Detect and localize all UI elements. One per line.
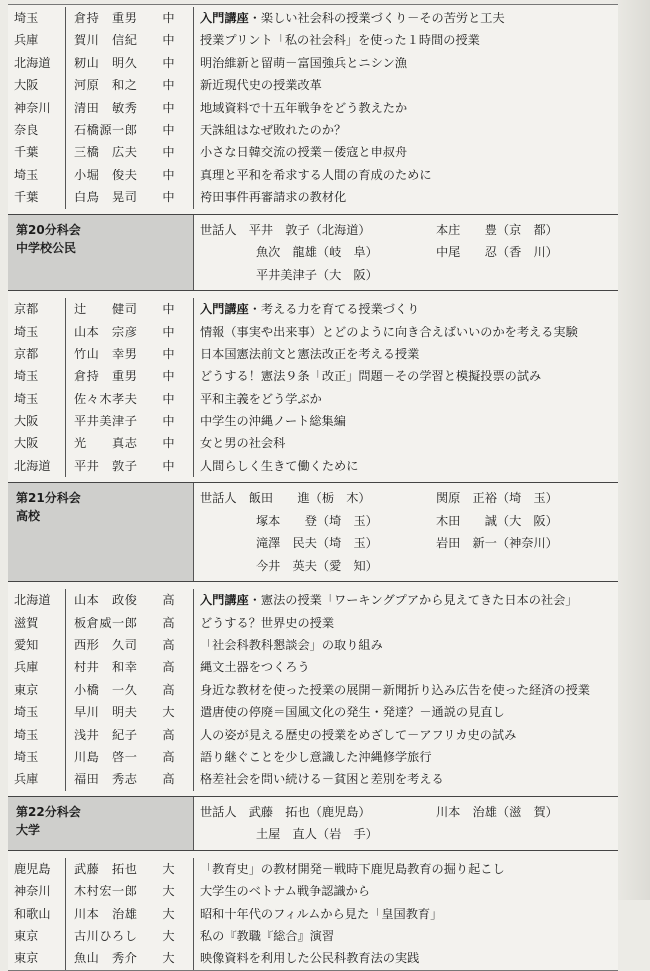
presentation-row (8, 320, 618, 342)
school-level-cell: 大 (144, 925, 194, 947)
presenter-cell: 小堀 俊夫 (74, 168, 138, 182)
presentation-row (8, 97, 618, 119)
organizer-name: 魚次 龍雄（岐 阜） (256, 245, 378, 260)
section-level: 中学校公民 (16, 240, 77, 255)
organizer-name: 世話人 武藤 拓也（鹿児島） (200, 804, 371, 819)
organizer-line (200, 823, 618, 846)
organizer-name: 岩田 新一（神奈川） (436, 536, 558, 551)
presenter-cell: 小橋 一久 (74, 683, 138, 696)
presentation-title-cell: 地域資料で十五年戦争をどう教えたか (200, 101, 408, 114)
presenter-cell: 光 真志 (74, 437, 138, 450)
school-level-cell: 大 (144, 858, 194, 880)
school-level-cell: 中 (144, 388, 194, 410)
presentation-row (8, 746, 618, 768)
presentation-row (8, 947, 618, 969)
presentation-title-cell: 小さな日韓交流の授業－倭寇と申叔舟 (200, 146, 408, 159)
presenter-cell: 石橋源一郎 (74, 124, 138, 137)
section-organizers (194, 797, 618, 850)
prefecture-cell: 埼玉 (8, 746, 66, 768)
prefecture-cell: 神奈川 (8, 880, 66, 902)
prefecture-cell: 兵庫 (8, 29, 66, 51)
presenter-cell: 川島 啓一 (74, 750, 138, 764)
presentation-row (8, 634, 618, 656)
presenter-cell: 武藤 拓也 (74, 862, 138, 875)
prefecture-cell: 北海道 (8, 52, 66, 74)
presentation-row (8, 74, 618, 96)
prefecture-cell: 千葉 (8, 186, 66, 208)
presenter-cell: 清田 敏秀 (74, 101, 138, 114)
presenter-cell: 木村宏一郎 (74, 885, 138, 898)
organizer-name: 今井 英夫（愛 知） (256, 558, 378, 573)
intro-course-label: 入門講座 (200, 303, 249, 316)
presentation-title-cell: 格差社会を問い続ける－貧困と差別を考える (200, 773, 444, 786)
section-number: 第21分科会 (16, 491, 81, 506)
organizer-line (200, 487, 618, 510)
presentation-row (8, 612, 618, 634)
organizer-name: 土屋 直人（岩 手） (256, 827, 378, 842)
prefecture-cell: 埼玉 (8, 365, 66, 387)
organizer-name (436, 823, 624, 846)
organizer-name: 本庄 豊（京 都） (436, 222, 558, 237)
presentation-title-cell: どうする！憲法９条「改正」問題－その学習と模擬投票の試み (200, 370, 542, 383)
presentation-row (8, 455, 618, 477)
presenter-cell: 魚山 秀介 (74, 952, 138, 965)
organizer-name: 川本 治雄（滋 賀） (436, 804, 558, 819)
school-level-cell: 中 (144, 298, 194, 320)
presentation-title-cell: 日本国憲法前文と憲法改正を考える授業 (200, 347, 420, 361)
school-level-cell: 中 (144, 164, 194, 186)
school-level-cell: 中 (144, 432, 194, 454)
prefecture-cell: 埼玉 (8, 701, 66, 723)
presenter-cell: 山本 宗彦 (74, 325, 138, 338)
school-level-cell: 中 (144, 320, 194, 342)
school-level-cell: 中 (144, 52, 194, 74)
organizer-line (200, 555, 618, 578)
presentation-row (8, 925, 618, 947)
presentation-row (8, 856, 618, 880)
presentation-row (8, 141, 618, 163)
presentation-title-cell: 授業プリント「私の社会科」を使った１時間の授業 (200, 34, 480, 47)
prefecture-cell: 兵庫 (8, 656, 66, 678)
session-table (8, 4, 618, 971)
school-level-cell: 高 (144, 612, 194, 634)
presentation-title-cell: どうする？世界史の授業 (200, 616, 335, 629)
organizer-name: 世話人 飯田 進（栃 木） (200, 491, 371, 506)
presentation-row (8, 5, 618, 29)
prefecture-cell: 埼玉 (8, 320, 66, 342)
presentation-row (8, 186, 618, 208)
organizer-line (200, 264, 618, 287)
presentation-row (8, 365, 618, 387)
prefecture-cell: 東京 (8, 947, 66, 969)
prefecture-cell: 滋賀 (8, 612, 66, 634)
school-level-cell: 中 (144, 29, 194, 51)
presentation-title-cell: 「教育史」の教材開発－戦時下鹿児島教育の掘り起こし (200, 862, 505, 875)
organizer-line (200, 801, 618, 824)
school-level-cell: 中 (144, 410, 194, 432)
school-level-cell: 中 (144, 343, 194, 365)
presenter-cell: 倉持 重男 (74, 370, 138, 383)
presenter-cell: 白鳥 晃司 (74, 191, 138, 204)
presenter-cell: 村井 和幸 (74, 661, 138, 674)
presenter-cell: 辻 健司 (74, 303, 138, 316)
organizer-line (200, 241, 618, 264)
organizer-line (200, 219, 618, 242)
presentation-row (8, 432, 618, 454)
organizer-name: 塚本 登（埼 玉） (256, 513, 378, 528)
prefecture-cell: 埼玉 (8, 723, 66, 745)
prefecture-cell: 鹿児島 (8, 858, 66, 880)
presentation-title-cell: 入門講座・考える力を育てる授業づくり (200, 303, 420, 316)
presentation-title-cell: 天誅組はなぜ敗れたのか？ (200, 124, 347, 137)
prefecture-cell: 千葉 (8, 141, 66, 163)
presentation-row (8, 902, 618, 924)
presenter-cell: 籾山 明久 (74, 56, 138, 70)
section-header (8, 214, 618, 292)
organizer-line (200, 510, 618, 533)
organizer-name: 平井美津子（大 阪） (256, 267, 378, 282)
intro-course-label: 入門講座 (200, 12, 249, 25)
presentation-row (8, 119, 618, 141)
presenter-cell: 平井 敦子 (74, 459, 138, 473)
prefecture-cell: 埼玉 (8, 388, 66, 410)
presentation-title-cell: 「社会科教科懇談会」の取り組み (200, 639, 383, 652)
school-level-cell: 中 (144, 365, 194, 387)
presenter-cell: 浅井 紀子 (74, 728, 138, 741)
school-level-cell: 中 (144, 455, 194, 477)
presenter-cell: 板倉威一郎 (74, 616, 138, 629)
presentation-title-cell: 昭和十年代のフィルムから見た「皇国教育」 (200, 907, 443, 920)
prefecture-cell: 京都 (8, 298, 66, 320)
presenter-cell: 倉持 重男 (74, 12, 138, 25)
section-header (8, 482, 618, 582)
organizer-name: 中尾 忍（香 川） (436, 245, 558, 260)
school-level-cell: 大 (144, 701, 194, 723)
presenter-cell: 川本 治雄 (74, 907, 138, 920)
presentation-row (8, 410, 618, 432)
school-level-cell: 高 (144, 634, 194, 656)
school-level-cell: 中 (144, 119, 194, 141)
prefecture-cell: 神奈川 (8, 97, 66, 119)
presentation-title-cell: 入門講座・楽しい社会科の授業づくり－その苦労と工夫 (200, 12, 505, 25)
prefecture-cell: 和歌山 (8, 902, 66, 924)
presentation-row (8, 52, 618, 74)
presentation-title-cell: 真理と平和を希求する人間の育成のために (200, 168, 432, 182)
presentation-title-cell: 縄文土器をつくろう (200, 661, 310, 674)
prefecture-cell: 北海道 (8, 455, 66, 477)
prefecture-cell: 埼玉 (8, 7, 66, 29)
organizer-name: 滝澤 民夫（埼 玉） (256, 536, 378, 551)
school-level-cell: 高 (144, 656, 194, 678)
presentation-row (8, 164, 618, 186)
prefecture-cell: 愛知 (8, 634, 66, 656)
organizer-name: 世話人 平井 敦子（北海道） (200, 222, 371, 237)
school-level-cell: 高 (144, 768, 194, 790)
section-organizers (194, 483, 618, 581)
prefecture-cell: 大阪 (8, 432, 66, 454)
presentation-title-cell: 女と男の社会科 (200, 437, 286, 450)
presenter-cell: 賀川 信紀 (74, 34, 138, 47)
organizer-name: 関原 正裕（埼 玉） (436, 491, 558, 506)
school-level-cell: 中 (144, 186, 194, 208)
prefecture-cell: 大阪 (8, 410, 66, 432)
intro-course-label: 入門講座 (200, 594, 249, 607)
school-level-cell: 大 (144, 880, 194, 902)
section-level: 高校 (16, 509, 41, 524)
presentation-title-cell: 人間らしく生きて働くために (200, 459, 359, 473)
presentation-row (8, 679, 618, 701)
presenter-cell: 西形 久司 (74, 639, 138, 652)
presenter-cell: 佐々木孝夫 (74, 392, 138, 405)
school-level-cell: 大 (144, 902, 194, 924)
presentation-title-cell: 人の姿が見える歴史の授業をめざして－アフリカ史の試み (200, 728, 517, 741)
prefecture-cell: 埼玉 (8, 164, 66, 186)
presentation-row (8, 701, 618, 723)
section-organizers (194, 215, 618, 291)
presentation-title-cell: 新近現代史の授業改革 (200, 79, 322, 92)
presenter-cell: 早川 明夫 (74, 706, 138, 719)
prefecture-cell: 東京 (8, 925, 66, 947)
school-level-cell: 高 (144, 679, 194, 701)
presentation-row (8, 296, 618, 320)
organizer-line (200, 532, 618, 555)
presentation-title-cell: 遣唐使の停廃＝国風文化の発生・発達？－通説の見直し (200, 706, 505, 719)
presenter-cell: 平井美津子 (74, 415, 138, 428)
presentation-title-cell: 語り継ぐことを少し意識した沖縄修学旅行 (200, 750, 432, 764)
presentation-title-cell: 袴田事件再審請求の教材化 (200, 191, 347, 204)
prefecture-cell: 兵庫 (8, 768, 66, 790)
section-label (8, 797, 194, 850)
presentation-row (8, 343, 618, 365)
presentation-title-cell: 入門講座・憲法の授業「ワーキングプアから見えてきた日本の社会」 (200, 594, 578, 607)
presentation-title-cell: 明治維新と留萌－富国強兵とニシン漁 (200, 56, 407, 70)
prefecture-cell: 北海道 (8, 589, 66, 611)
presentation-row (8, 587, 618, 611)
school-level-cell: 中 (144, 74, 194, 96)
school-level-cell: 中 (144, 7, 194, 29)
prefecture-cell: 大阪 (8, 74, 66, 96)
presentation-title-cell: 大学生のベトナム戦争認識から (200, 885, 371, 898)
section-header (8, 796, 618, 851)
school-level-cell: 中 (144, 97, 194, 119)
presenter-cell: 竹山 幸男 (74, 347, 138, 361)
prefecture-cell: 奈良 (8, 119, 66, 141)
presentation-title-cell: 中学生の沖縄ノート総集編 (200, 415, 346, 428)
prefecture-cell: 京都 (8, 343, 66, 365)
school-level-cell: 高 (144, 723, 194, 745)
presentation-title-cell: 映像資料を利用した公民科教育法の実践 (200, 952, 420, 965)
school-level-cell: 高 (144, 589, 194, 611)
presenter-cell: 古川ひろし (74, 929, 138, 943)
section-label (8, 483, 194, 581)
presentation-row (8, 723, 618, 745)
organizer-name (436, 555, 624, 578)
organizer-name (436, 264, 624, 287)
presentation-title-cell: 私の『教職『総合』演習 (200, 929, 335, 943)
section-level: 大学 (16, 822, 41, 837)
presentation-row (8, 388, 618, 410)
section-number: 第20分科会 (16, 222, 81, 237)
presentation-title-cell: 情報（事実や出来事）とどのように向き合えばいいのかを考える実験 (200, 325, 578, 338)
presentation-row (8, 656, 618, 678)
section-label (8, 215, 194, 291)
prefecture-cell: 東京 (8, 679, 66, 701)
presenter-cell: 河原 和之 (74, 79, 138, 92)
presenter-cell: 山本 政俊 (74, 594, 138, 607)
presenter-cell: 福田 秀志 (74, 773, 138, 786)
presentation-title-cell: 平和主義をどう学ぶか (200, 392, 322, 405)
presentation-title-cell: 身近な教材を使った授業の展開－新聞折り込み広告を使った経済の授業 (200, 683, 590, 696)
presenter-cell: 三橋 広夫 (74, 146, 138, 159)
presentation-row (8, 880, 618, 902)
school-level-cell: 高 (144, 746, 194, 768)
presentation-row (8, 768, 618, 790)
school-level-cell: 大 (144, 947, 194, 969)
section-number: 第22分科会 (16, 804, 81, 819)
school-level-cell: 中 (144, 141, 194, 163)
presentation-row (8, 29, 618, 51)
organizer-name: 木田 誠（大 阪） (436, 513, 558, 528)
